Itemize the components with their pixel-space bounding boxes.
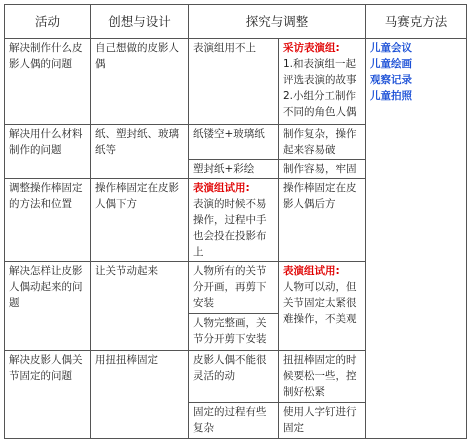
row1-adjust (279, 39, 366, 125)
header-row (5, 5, 467, 39)
row1-adjust-title: 采访表演组: (283, 42, 340, 54)
row5-explore-a: 皮影人偶不能很灵活的动 (189, 351, 279, 403)
row1-adjust-1: 1.和表演组一起评选表演的故事 (283, 58, 357, 86)
row1-explore: 表演组用不上 (189, 39, 279, 125)
row2-activity: 解决用什么材料制作的问题 (5, 125, 91, 179)
row4-explore-a: 人物所有的关节分开画，再剪下安装 (189, 262, 279, 314)
row5-design: 用扭扭棒固定 (91, 351, 189, 439)
row4-design: 让关节动起来 (91, 262, 189, 351)
row3-design: 操作棒固定在皮影人偶下方 (91, 179, 189, 262)
header-activity: 活动 (5, 5, 91, 39)
method-item-4: 儿童拍照 (370, 90, 413, 102)
method-item-1: 儿童会议 (370, 42, 413, 54)
row2-explore-b: 塑封纸+彩绘 (189, 160, 279, 179)
header-explore: 探究与调整 (189, 5, 366, 39)
row1-adjust-2: 2.小组分工制作不同的角色人偶 (283, 90, 357, 118)
row4-adjust-title: 表演组试用: (283, 265, 340, 277)
row3-explore (189, 179, 279, 262)
row5-adjust-b: 使用人字钉进行固定 (279, 403, 366, 439)
row5-activity: 解决皮影人偶关节固定的问题 (5, 351, 91, 439)
method-cell (366, 39, 467, 439)
table-row (5, 39, 467, 125)
row1-activity: 解决制作什么皮影人偶的问题 (5, 39, 91, 125)
row4-adjust (279, 262, 366, 351)
row4-activity: 解决怎样让皮影人偶动起来的问题 (5, 262, 91, 351)
row4-adjust-text: 人物可以动，但关节固定太紧很难操作，不美观 (283, 281, 357, 325)
row2-adjust-a: 制作复杂，操作起来容易破 (279, 125, 366, 160)
row2-explore-a: 纸镂空+玻璃纸 (189, 125, 279, 160)
row1-design: 自己想做的皮影人偶 (91, 39, 189, 125)
row2-adjust-b: 制作容易，牢固 (279, 160, 366, 179)
row5-explore-b: 固定的过程有些复杂 (189, 403, 279, 439)
row3-adjust: 操作棒固定在皮影人偶后方 (279, 179, 366, 262)
method-item-2: 儿童绘画 (370, 58, 413, 70)
mosaic-method-table (4, 4, 467, 439)
row4-explore-b: 人物完整画，关节分开剪下安装 (189, 314, 279, 351)
row3-explore-title: 表演组试用: (193, 182, 250, 194)
header-method: 马赛克方法 (366, 5, 467, 39)
row2-design: 纸、塑封纸、玻璃纸等 (91, 125, 189, 179)
row5-adjust-a: 扭扭棒固定的时候要松一些，控制好松紧 (279, 351, 366, 403)
row3-activity: 调整操作棒固定的方法和位置 (5, 179, 91, 262)
method-item-3: 观察记录 (370, 74, 413, 86)
row3-explore-text: 表演的时候不易操作，过程中手也会投在投影布上 (193, 198, 267, 258)
header-design: 创想与设计 (91, 5, 189, 39)
